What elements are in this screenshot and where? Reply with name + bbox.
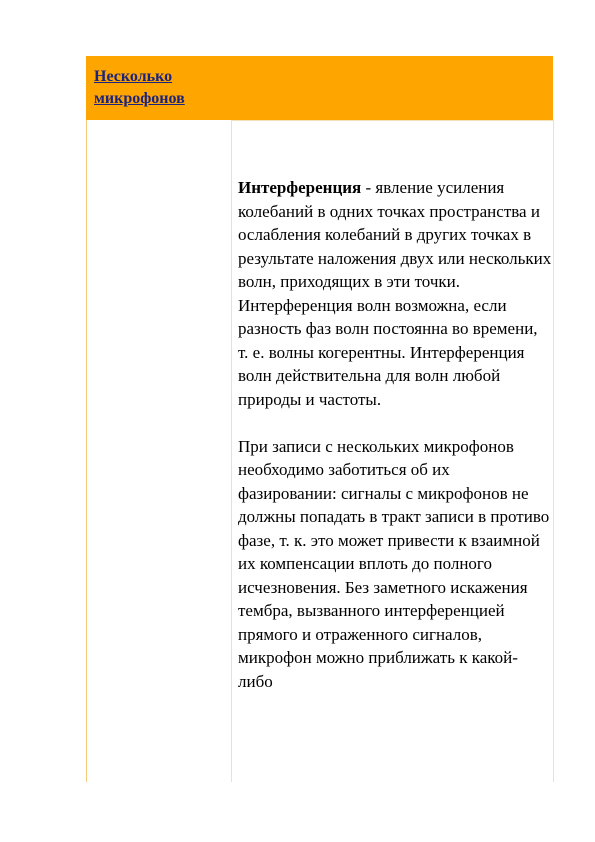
- term-interference: Интерференция: [238, 178, 362, 197]
- content-cell-top-border: [231, 120, 553, 121]
- paragraph-interference-text: - явление усиления колебаний в одних точках пространства и ослабления колебаний в других точках в результате наложения двух или нескольких волн, приходящих в эти точки. Интерференция волн возможна, если разность фаз волн постоянна во времени, т. е. волны когерентны. Интерференция волн действительна для волн любой природы и частоты.: [238, 178, 552, 409]
- content-cell: [238, 176, 552, 693]
- content-cell-left-border: [231, 120, 232, 782]
- section-title-link[interactable]: Несколько микрофонов: [94, 68, 185, 107]
- table-left-border: [86, 120, 87, 782]
- paragraph-microphones: При записи с нескольких микрофонов необходимо заботиться об их фазировании: сигналы с микрофонов не должны попадать в тракт записи в противо фазе, т. к. это может привести к взаимной их компенсации вплоть до полного исчезновения. Без заметного искажения тембра, вызванного интерференцией прямого и отраженного сигналов, микрофон можно приближать к какой-либо: [238, 436, 550, 691]
- table-header-row: [86, 56, 553, 120]
- paragraph-interference: [238, 176, 552, 411]
- content-cell-right-border: [553, 120, 554, 782]
